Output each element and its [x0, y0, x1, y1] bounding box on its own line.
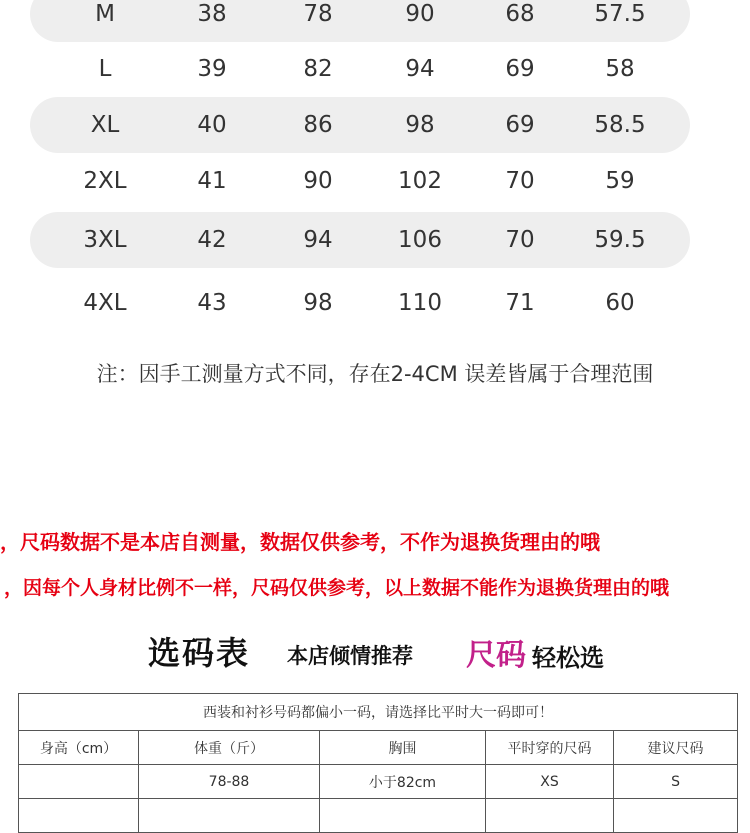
size-value: 71: [505, 290, 535, 316]
size-value: 82: [303, 56, 333, 82]
size-row: [30, 212, 690, 268]
size-label: XL: [90, 112, 120, 138]
size-row: [30, 275, 690, 331]
table-cell: 78-88: [139, 765, 320, 799]
size-value: 60: [605, 290, 635, 316]
size-value: 58: [605, 56, 635, 82]
size-value: 70: [505, 227, 535, 253]
size-value: 90: [405, 1, 435, 27]
size-selector-banner: [0, 628, 750, 678]
table-cell: [614, 799, 738, 833]
column-header: 胸围: [320, 731, 486, 765]
table-cell: [19, 765, 139, 799]
size-value: 41: [197, 168, 227, 194]
table-cell: XS: [486, 765, 614, 799]
size-value: 57.5: [594, 1, 646, 27]
size-label: 2XL: [83, 168, 127, 194]
size-value: 94: [405, 56, 435, 82]
size-value: 70: [505, 168, 535, 194]
table-row: [19, 799, 738, 833]
size-value: 90: [303, 168, 333, 194]
banner-title: 选码表: [148, 634, 251, 672]
size-value: 69: [505, 112, 535, 138]
size-value: 86: [303, 112, 333, 138]
size-row: [30, 153, 690, 209]
size-value: 98: [405, 112, 435, 138]
table-row: [19, 765, 738, 799]
size-value: 40: [197, 112, 227, 138]
size-value: 94: [303, 227, 333, 253]
column-header: 平时穿的尺码: [486, 731, 614, 765]
table-caption: 西装和衬衫号码都偏小一码，请选择比平时大一码即可！: [19, 694, 738, 731]
column-header: 体重（斤）: [139, 731, 320, 765]
size-label: 3XL: [83, 227, 127, 253]
size-value: 69: [505, 56, 535, 82]
size-value: 39: [197, 56, 227, 82]
size-value: 59: [605, 168, 635, 194]
size-selector-table: [18, 693, 738, 833]
table-cell: S: [614, 765, 738, 799]
column-header: 建议尺码: [614, 731, 738, 765]
warning-line: ，因每个人身材比例不一样，尺码仅供参考，以上数据不能作为退换货理由的哦: [4, 577, 670, 599]
size-row: [30, 0, 690, 42]
size-label: 4XL: [83, 290, 127, 316]
size-value: 58.5: [594, 112, 646, 138]
table-cell: [19, 799, 139, 833]
warning-line: ，尺码数据不是本店自测量，数据仅供参考，不作为退换货理由的哦: [0, 530, 600, 554]
size-value: 78: [303, 1, 333, 27]
table-cell: [320, 799, 486, 833]
size-label: L: [98, 56, 112, 82]
column-header: 身高（cm）: [19, 731, 139, 765]
banner-easy-word: 轻松选: [532, 644, 604, 672]
size-row: [30, 41, 690, 97]
size-row: [30, 97, 690, 153]
banner-size-word: 尺码: [466, 638, 526, 673]
measurement-note: 注：因手工测量方式不同，存在2-4CM 误差皆属于合理范围: [96, 362, 654, 386]
table-cell: [486, 799, 614, 833]
size-value: 102: [398, 168, 442, 194]
size-label: M: [95, 1, 115, 27]
table-cell: [139, 799, 320, 833]
size-value: 110: [398, 290, 442, 316]
table-cell: 小于82cm: [320, 765, 486, 799]
size-value: 68: [505, 1, 535, 27]
size-value: 42: [197, 227, 227, 253]
table-header-row: [19, 731, 738, 765]
size-value: 106: [398, 227, 442, 253]
size-value: 59.5: [594, 227, 646, 253]
size-value: 38: [197, 1, 227, 27]
banner-subtitle: 本店倾情推荐: [287, 644, 413, 668]
size-value: 43: [197, 290, 227, 316]
size-value: 98: [303, 290, 333, 316]
